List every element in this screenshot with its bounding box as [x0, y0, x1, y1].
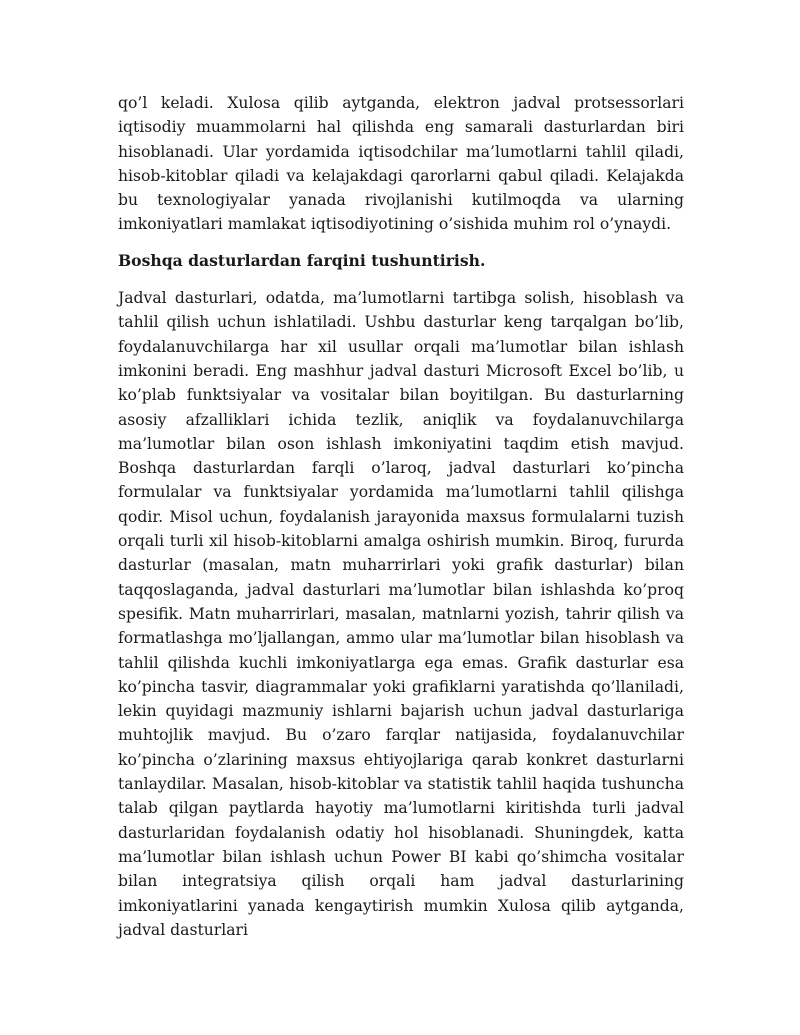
- section-heading: Boshqa dasturlardan farqini tushuntirish.: [118, 250, 486, 270]
- paragraph-comparison: Jadval dasturlari, odatda, ma’lumotlarni tartibga solish, hisoblash va tahlil qilish uchun ishlatiladi. Ushbu dasturlar keng tarqalgan bo’lib, foydalanuvchilarga har xil usullar orqali ma’lumotlar bilan ishlash imkonini beradi. Eng mashhur jadval dasturi Microsoft Excel bo’lib, u ko’plab funktsiyalar va vositalar bilan boyitilgan. Bu dasturlarning asosiy afzalliklari ichida tezlik, aniqlik va foydalanuvchilarga ma’lumotlar bilan oson ishlash imkoniyatini taqdim etish mavjud. Boshqa dasturlardan farqli o’laroq, jadval dasturlari ko’pincha formulalar va funktsiyalar yordamida ma’lumotlarni tahlil qilishga qodir. Misol uchun, foydalanish jarayonida maxsus formulalarni tuzish orqali turli xil hisob-kitoblarni amalga oshirish mumkin. Biroq, fururda dasturlar (masalan, matn muharrirlari yoki grafik dasturlar) bilan taqqoslaganda, jadval dasturlari ma’lumotlar bilan ishlashda ko’proq spesifik. Matn muharrirlari, masalan, matnlarni yozish, tahrir qilish va formatlashga mo’ljallangan, ammo ular ma’lumotlar bilan hisoblash va tahlil qilishda kuchli imkoniyatlarga ega emas. Grafik dasturlar esa ko’pincha tasvir, diagrammalar yoki grafiklarni yaratishda qo’llaniladi, lekin quyidagi mazmuniy ishlarni bajarish uchun jadval dasturlariga muhtojlik mavjud. Bu o’zaro farqlar natijasida, foydalanuvchilar ko’pincha o’zlarining maxsus ehtiyojlariga qarab konkret dasturlarni tanlaydilar. Masalan, hisob-kitoblar va statistik tahlil haqida tushuncha talab qilgan paytlarda hayotiy ma’lumotlarni kiritishda turli jadval dasturlaridan foydalanish odatiy hol hisoblanadi. Shuningdek, katta ma’lumotlar bilan ishlash uchun Power BI kabi qo’shimcha vositalar bilan integratsiya qilish orqali ham jadval dasturlarining imkoniyatlarini yanada kengaytirish mumkin Xulosa qilib aytganda, jadval dasturlari: [118, 289, 684, 939]
- paragraph-spacer: [118, 273, 684, 286]
- paragraph-conclusion: qo’l keladi. Xulosa qilib aytganda, elektron jadval protsessorlari iqtisodiy muammolarni hal qilishda eng samarali dasturlardan biri hisoblanadi. Ular yordamida iqtisodchilar ma’lumotlarni tahlil qiladi, hisob-kitoblar qiladi va kelajakdagi qarorlarni qabul qiladi. Kelajakda bu texnologiyalar yanada rivojlanishi kutilmoqda va ularning imkoniyatlari mamlakat iqtisodiyotining o’sishida muhim rol o’ynaydi.: [118, 94, 684, 234]
- paragraph-spacer: [118, 237, 684, 249]
- document-page: [118, 91, 684, 942]
